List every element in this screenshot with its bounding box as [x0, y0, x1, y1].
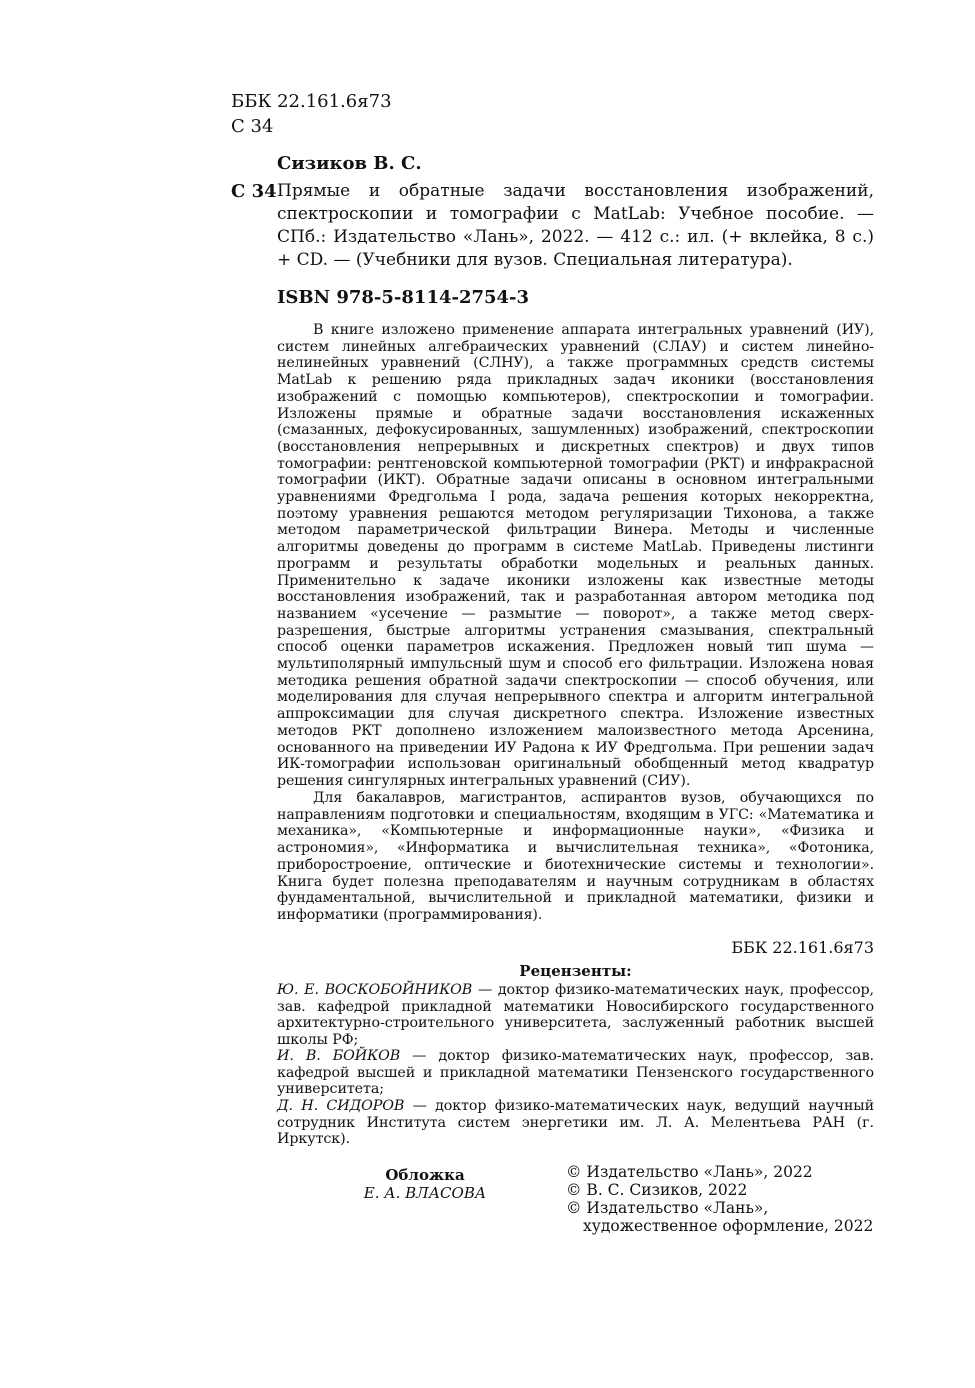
reviewer-name: Д. Н. СИДОРОВ	[277, 1098, 405, 1114]
cover-credit-title: Обложка	[385, 1166, 465, 1184]
reviewer-entry	[277, 1098, 874, 1148]
copyright-line: © Издательство «Лань»,	[566, 1199, 769, 1217]
copyright-block	[566, 1163, 873, 1235]
reviewers-heading: Рецензенты:	[519, 962, 632, 980]
bibliographic-citation: Прямые и обратные задачи восстановления изображений, спектроскопии и томографии с MatLab: Учебное пособие. — СПб.: Издательство «Лань», 2022. — 412 с.: ил. (+ вклейка, 8 с.) + CD. — (Учебники для вузов. Специальная литература).	[277, 181, 874, 270]
audience-paragraph-text: Для бакалавров, магистрантов, аспирантов вузов, обучающихся по направлениям подготовки и специальностям, входящим в УГС: «Математика и механика», «Компьютерные и информационные науки», «Физика и астрономия», «Информатика и вычислительная техника», «Фотоника, приборостроение, оптические и биотехнические системы и технологии». Книга будет полезна преподавателям и научным сотрудникам в областях фундаментальной, вычислительной и прикладной математики, физики и информатики (программирования).	[277, 790, 874, 923]
reviewer-details: — доктор физико-математических наук, профессор, зав. кафедрой высшей и прикладной математики Пензенского государственного университета;	[277, 1048, 874, 1098]
cover-credit	[345, 1166, 505, 1202]
reviewer-entry	[277, 982, 874, 1048]
cover-designer-name: Е. А. ВЛАСОВА	[363, 1184, 487, 1202]
reviewer-entry	[277, 1048, 874, 1098]
bbk-code: ББК 22.161.6я73	[231, 91, 392, 112]
copyright-line: художественное оформление, 2022	[583, 1217, 874, 1235]
bbk-code-right: ББК 22.161.6я73	[731, 938, 874, 957]
author-name: Сизиков В. С.	[277, 153, 422, 174]
reviewer-details: — доктор физико-математических наук, ведущий научный сотрудник Института систем энергетики им. Л. А. Мелентьева РАН (г. Иркутск).	[277, 1098, 874, 1148]
author-mark: С 34	[231, 181, 277, 202]
audience-paragraph	[277, 790, 874, 924]
reviewer-name: Ю. Е. ВОСКОБОЙНИКОВ	[277, 982, 473, 998]
abstract-paragraph-text: В книге изложено применение аппарата интегральных уравнений (ИУ), систем линейных алгебраических уравнений (СЛАУ) и систем линейно-нелинейных уравнений (СЛНУ), а также программных средств системы MatLab к решению ряда прикладных задач иконики (восстановления изображений с помощью компьютеров), спектроскопии и томографии. Изложены прямые и обратные задачи восстановления искаженных (смазанных, дефокусированных, зашумленных) изображений, спектроскопии (восстановления непрерывных и дискретных спектров) и двух типов томографии: рентгеновской компьютерной томографии (РКТ) и инфракрасной томографии (ИКТ). Обратные задачи описаны в основном интегральными уравнениями Фредгольма I рода, задача решения которых некорректна, поэтому уравнения решаются методом регуляризации Тихонова, а также методом параметрической фильтрации Винера. Методы и численные алгоритмы доведены до программ в системе MatLab. Приведены листинги программ и результаты обработки модельных и реальных данных. Применительно к задаче иконики изложены как известные методы восстановления изображений, так и разработанная автором методика под названием «усечение — размытие — поворот», а также метод сверх-разрешения, быстрые алгоритмы устранения смазывания, спектральный способ оценки параметров искажения. Предложен новый тип шума — мультиполярный импульсный шум и способ его фильтрации. Изложена новая методика решения обратной задачи спектроскопии — способ обучения, или моделирования для случая непрерывного спектра и алгоритм интегральной аппроксимации для случая дискретного спектра. Изложение известных методов РКТ дополнено изложением малоизвестного метода Арсенина, основанного на приведении ИУ Радона к ИУ Фредгольма. При решении задач ИК-томографии использован оригинальный обобщенный метод квадратур решения сингулярных интегральных уравнений (СИУ).	[277, 322, 874, 789]
copyright-line: © Издательство «Лань», 2022	[566, 1163, 813, 1181]
author-mark-code: С 34	[231, 116, 274, 137]
isbn: ISBN 978-5-8114-2754-3	[277, 287, 530, 308]
abstract-paragraph	[277, 322, 874, 790]
reviewer-details: — доктор физико-математических наук, профессор, зав. кафедрой прикладной математики Новосибирского государственного архитектурно-строительного университета, заслуженный работник высшей школы РФ;	[277, 982, 875, 1048]
reviewer-name: И. В. БОЙКОВ	[277, 1048, 401, 1064]
copyright-line: © В. С. Сизиков, 2022	[566, 1181, 748, 1199]
